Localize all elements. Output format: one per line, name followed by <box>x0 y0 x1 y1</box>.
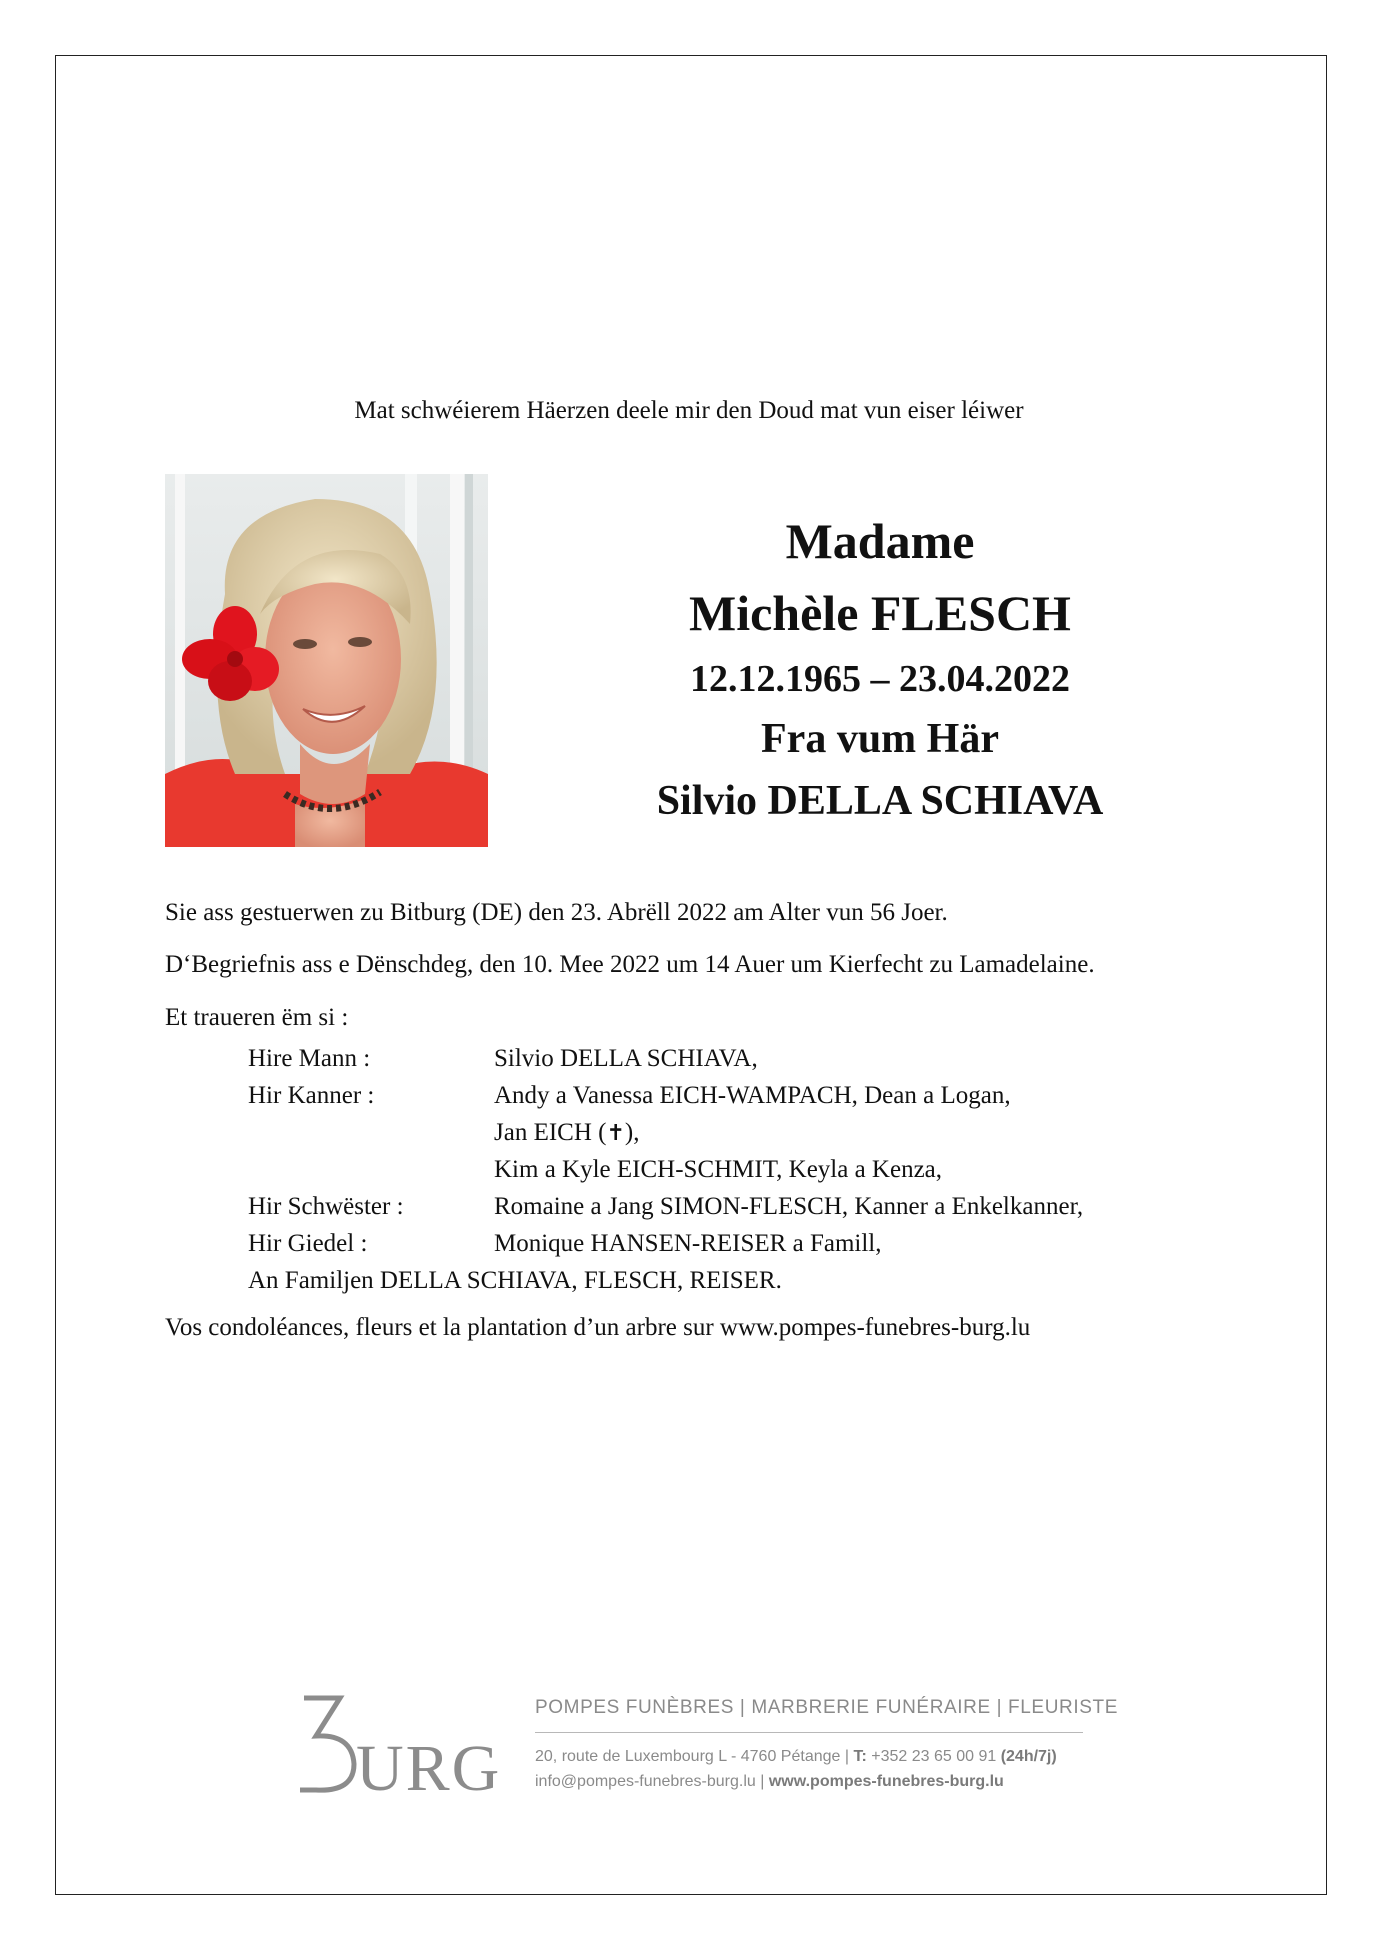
footer-phone: +352 23 65 00 91 <box>866 1748 1001 1765</box>
mourner-value: Romaine a Jang SIMON-FLESCH, Kanner a Enkelkanner, <box>494 1193 1084 1220</box>
mourner-row-children-2 <box>248 1114 1083 1151</box>
footer-contact-line <box>535 1773 1004 1791</box>
intro-line: Mat schwéierem Häerzen deele mir den Doud mat vun eiser léiwer <box>354 397 1024 424</box>
footer-address-line <box>535 1748 1057 1766</box>
portrait-photo <box>165 474 488 847</box>
funeral-paragraph: D‘Begriefnis ass e Dënschdeg, den 10. Mee 2022 um 14 Auer um Kierfecht zu Lamadelaine. <box>165 951 1095 978</box>
mourner-label: Hir Schwëster : <box>248 1193 404 1220</box>
mourner-row-sister <box>248 1188 1083 1225</box>
footer-divider <box>535 1732 1083 1733</box>
mourner-row-husband <box>248 1040 1083 1077</box>
mourner-value: Andy a Vanessa EICH-WAMPACH, Dean a Logan, <box>494 1082 1011 1109</box>
salutation: Madame <box>785 513 975 569</box>
cross-icon: ✝ <box>606 1120 625 1145</box>
mourner-row-families: An Familjen DELLA SCHIAVA, FLESCH, REISER. <box>248 1267 782 1294</box>
death-paragraph: Sie ass gestuerwen zu Bitburg (DE) den 23. Abrëll 2022 am Alter vun 56 Joer. <box>165 899 948 926</box>
footer-website[interactable]: www.pompes-funebres-burg.lu <box>768 1773 1004 1790</box>
footer-email[interactable]: info@pompes-funebres-burg.lu | <box>535 1773 769 1790</box>
mourner-label: Hir Kanner : <box>248 1082 375 1109</box>
mourner-value: Kim a Kyle EICH-SCHMIT, Keyla a Kenza, <box>494 1156 943 1183</box>
mourner-value: Silvio DELLA SCHIAVA, <box>494 1045 758 1072</box>
mourners-list <box>248 1040 1083 1299</box>
life-dates: 12.12.1965 – 23.04.2022 <box>690 658 1070 700</box>
spouse-label: Fra vum Här <box>761 716 999 762</box>
mourner-label: Hir Giedel : <box>248 1230 368 1257</box>
mourners-intro: Et traueren ëm si : <box>165 1004 349 1031</box>
mourner-value: Monique HANSEN-REISER a Famill, <box>494 1230 882 1257</box>
deceased-name: Michèle FLESCH <box>689 585 1071 641</box>
footer-phone-label: T: <box>853 1748 867 1765</box>
mourner-value: Jan EICH (✝), <box>494 1114 640 1151</box>
svg-text:URG: URG <box>356 1732 502 1805</box>
footer-address: 20, route de Luxembourg L - 4760 Pétange | <box>535 1748 854 1765</box>
mourner-row-children <box>248 1077 1083 1114</box>
title-block <box>560 505 1200 833</box>
mourner-row-inlaws <box>248 1225 1083 1262</box>
mourner-label: Hire Mann : <box>248 1045 371 1072</box>
mourner-row-children-3 <box>248 1151 1083 1188</box>
burg-logo <box>296 1692 502 1805</box>
footer-phone-hours: (24h/7j) <box>1000 1748 1057 1765</box>
condolences-paragraph: Vos condoléances, fleurs et la plantation d’un arbre sur www.pompes-funebres-burg.lu <box>165 1314 1031 1341</box>
footer-services: POMPES FUNÈBRES | MARBRERIE FUNÉRAIRE | FLEURISTE <box>535 1697 1118 1718</box>
spouse-name: Silvio DELLA SCHIAVA <box>656 778 1104 824</box>
